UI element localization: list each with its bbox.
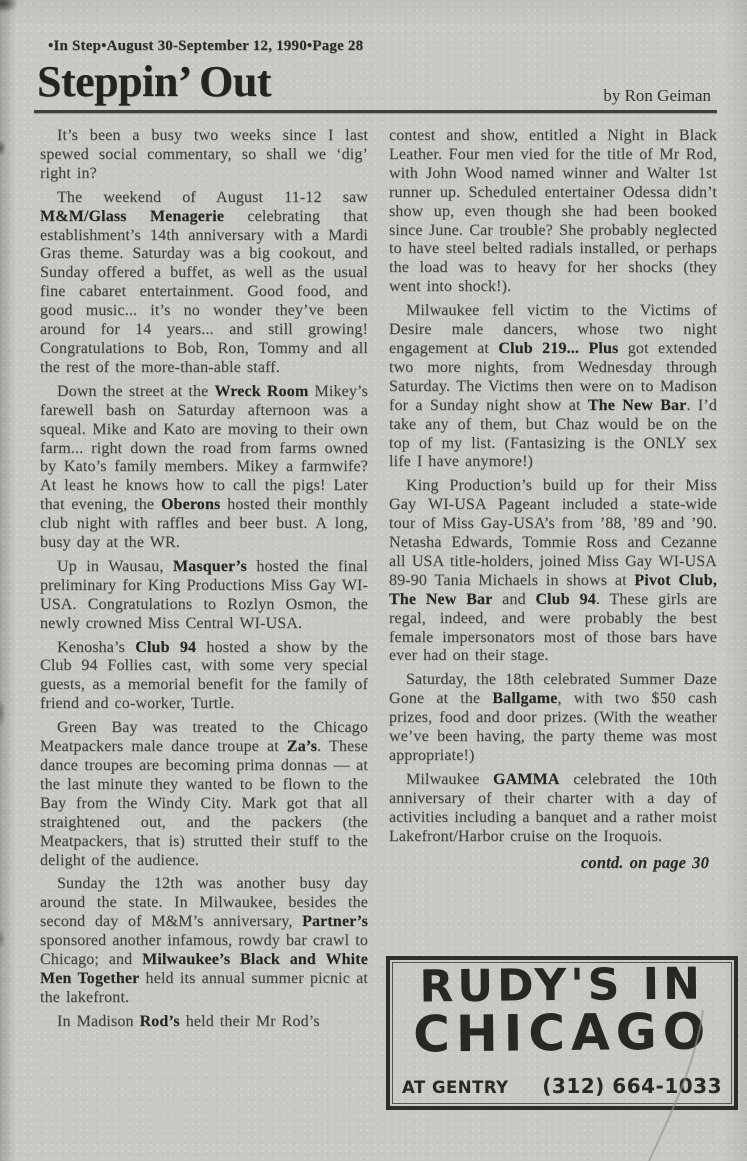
ad-headline-line1: RUDY'S IN <box>419 958 705 1013</box>
bolded-venue-name: Wreck Room <box>214 382 309 400</box>
bolded-venue-name: Ballgame <box>492 690 558 708</box>
bolded-venue-name: The New Bar <box>587 396 687 414</box>
bolded-venue-name: Club 219... Plus <box>498 339 619 357</box>
rudys-ad <box>386 956 738 1110</box>
article-paragraph: In Madison Rod’s held their Mr Rod’s <box>57 1012 320 1030</box>
article-paragraph: Kenosha’s Club 94 hosted a show by the Club 94 Follies cast, with some very special guests, as a memorial benefit for the family of friend and co-worker, Turtle. <box>40 638 368 713</box>
bolded-venue-name: GAMMA <box>493 770 560 788</box>
bolded-venue-name: Za’s <box>286 738 318 756</box>
title-rule <box>34 110 717 113</box>
bolded-venue-name: Rod’s <box>139 1012 180 1030</box>
article-paragraph: Down the street at the Wreck Room Mikey’s farewell bash on Saturday afternoon was a squeal. Mike and Kato are moving to their own farm... right down the road from farms owned by Kato’s family members. Mikey a farmwife? At least he knows how to call the pigs! Later that evening, the Oberons hosted their monthly club night with raffles and beer bust. A long, busy day at the WR. <box>40 382 368 552</box>
article-paragraph: contest and show, entitled a Night in Black Leather. Four men vied for the title of Mr Rod, with John Wood named winner and Walter 1st runner up. Scheduled entertainer Odessa didn’t show up, even though she had been booked since June. Car trouble? She probably neglected to have steel belted radials installed, or perhaps the load was to heavy for her shocks (they went into shock!). <box>389 127 717 296</box>
article-paragraph: Sunday the 12th was another busy day around the state. In Milwaukee, besides the second day of M&M’s anniversary, Partner’s sponsored another infamous, rowdy bar crawl to Chicago; and Milwaukee’s Black and White Men Together held its annual summer picnic at the lakefront. <box>40 875 368 1006</box>
bolded-venue-name: Milwaukee’s Black and White Men Together <box>40 951 368 987</box>
ad-bottom-row <box>402 1074 722 1098</box>
column-title: Steppin’ Out <box>37 57 272 106</box>
article-paragraph: King Production’s build up for their Miss Gay WI-USA Pageant included a state-wide tour of Miss Gay-USA’s from ’88, ’89 and ’90. Netasha Edwards, Tommie Ross and Cezanne all USA title-holders, joined Miss Gay WI-USA 89-90 Tania Michaels in shows at Pivot Club, The New Bar and Club 94. These girls are regal, indeed, and were probably the best female impersonators most of those bars have ever had on their stage. <box>389 477 718 665</box>
article-paragraph: Saturday, the 18th celebrated Summer Daze Gone at the Ballgame, with two $50 cash prizes, food and door prizes. (With the weather we’ve been having, the party theme was most appropriate!) <box>389 671 717 764</box>
article-paragraph: Milwaukee fell victim to the Victims of Desire male dancers, whose two night engagement at Club 219... Plus got extended two more nights, from Wednesday through Saturday. The Victims then were on to Madison for a Sunday night show at The New Bar. I’d take any of them, but Chaz would be on the top of my list. (Fantasizing is the ONLY sex life I have anymore!) <box>389 302 718 471</box>
scan-smudge <box>0 700 5 726</box>
bolded-venue-name: Masquer’s <box>172 557 247 575</box>
bolded-venue-name: Pivot Club, The New Bar <box>389 571 717 608</box>
article-column-right-paragraphs <box>389 127 717 847</box>
article-column-right <box>389 127 717 872</box>
ad-headline-line2: CHICAGO <box>412 1002 712 1064</box>
article-paragraph: Up in Wausau, Masquer’s hosted the final preliminary for King Productions Miss Gay WI-USA. Congratulations to Rozlyn Osmon, the newly crowned Miss Central WI-USA. <box>40 557 368 632</box>
scan-smudge <box>0 140 6 156</box>
ad-location: AT GENTRY <box>402 1078 509 1097</box>
article-column-left <box>40 127 368 1037</box>
bolded-venue-name: M&M/Glass Menagerie <box>40 207 225 225</box>
bolded-venue-name: Partner’s <box>302 913 368 931</box>
article-paragraph: The weekend of August 11-12 saw M&M/Glass Menagerie celebrating that establishment’s 14th anniversary with a Mardi Gras theme. Saturday was a big cookout, and Sunday offered a buffet, as well as the usual fine cabaret entertainment. Good food, and good music... it’s no wonder they’ve been around for 14 years... and still growing! Congratulations to Bob, Ron, Tommy and all the rest of the more-than-able staff. <box>40 188 368 376</box>
scan-smudge <box>0 930 5 948</box>
article-paragraph: It’s been a busy two weeks since I last spewed social commentary, so shall we ‘dig’ right in? <box>40 127 368 182</box>
ad-headline <box>390 958 735 1064</box>
bolded-venue-name: Oberons <box>160 496 221 514</box>
ad-phone: (312) 664-1033 <box>542 1074 722 1098</box>
masthead: •In Step•August 30-September 12, 1990•Page 28 <box>48 38 364 54</box>
bolded-venue-name: Club 94 <box>135 638 197 656</box>
continuation-note: contd. on page 30 <box>580 852 709 872</box>
scan-smudge <box>0 0 18 13</box>
article-paragraph: Green Bay was treated to the Chicago Meatpackers male dance troupe at Za’s. These dance troupes are becoming prima donnas — at the last minute they wanted to be flown to the Bay from the Windy City. Mark got that all straightened out, and the packers (the Meatpackers, that is) strutted their stuff to the delight of the audience. <box>40 719 369 869</box>
byline: by Ron Geiman <box>603 86 711 105</box>
bolded-venue-name: Club 94 <box>535 590 596 608</box>
article-paragraph: Milwaukee GAMMA celebrated the 10th anniversary of their charter with a day of activities including a banquet and a rather moist Lakefront/Harbor cruise on the Iroquois. <box>389 770 717 845</box>
